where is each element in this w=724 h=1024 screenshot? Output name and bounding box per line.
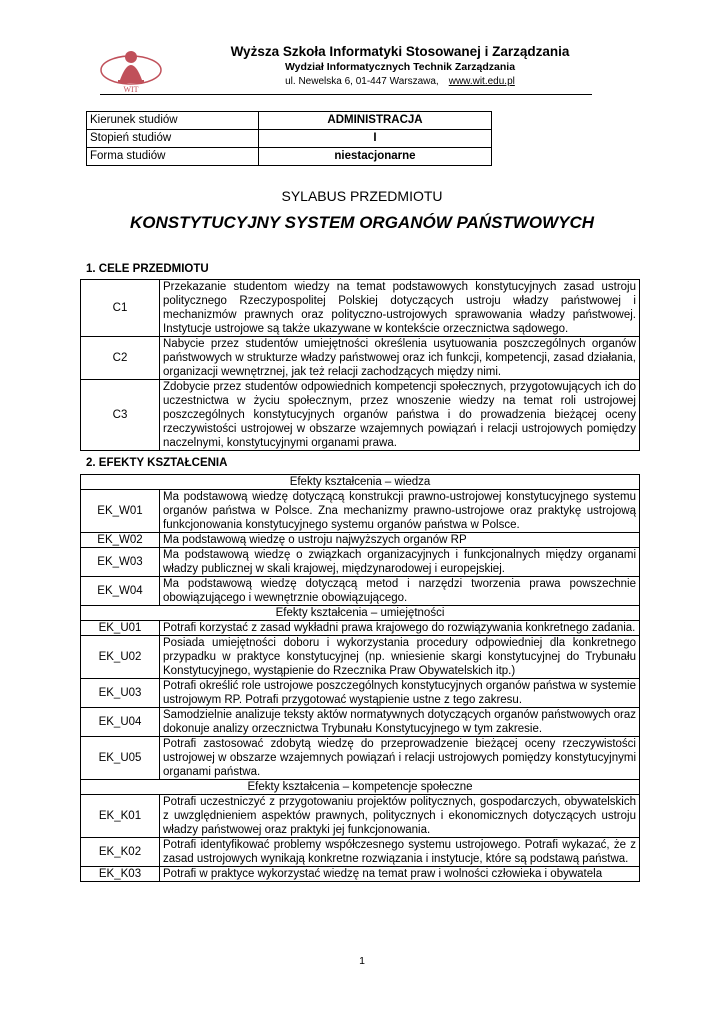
goal-code: C2 bbox=[81, 337, 160, 380]
effect-code: EK_U03 bbox=[81, 679, 160, 708]
table-row bbox=[81, 867, 640, 882]
group-header: Efekty kształcenia – umiejętności bbox=[81, 606, 640, 621]
header-divider bbox=[100, 94, 592, 95]
table-row bbox=[81, 737, 640, 780]
info-value: niestacjonarne bbox=[259, 148, 492, 166]
university-logo bbox=[98, 40, 164, 96]
effect-code: EK_K03 bbox=[81, 867, 160, 882]
course-title: KONSTYTUCYJNY SYSTEM ORGANÓW PAŃSTWOWYCH bbox=[129, 213, 595, 232]
effect-code: EK_K02 bbox=[81, 838, 160, 867]
group-header-row bbox=[81, 475, 640, 490]
goals-table bbox=[80, 279, 640, 451]
table-row bbox=[81, 679, 640, 708]
table-row bbox=[81, 337, 640, 380]
sylabus-title: SYLABUS PRZEDMIOTU bbox=[281, 188, 443, 204]
address: ul. Newelska 6, 01-447 Warszawa, bbox=[285, 76, 439, 87]
effect-code: EK_W04 bbox=[81, 577, 160, 606]
effect-code: EK_W02 bbox=[81, 533, 160, 548]
table-row bbox=[81, 490, 640, 533]
effect-text: Potrafi identyfikować problemy współczesnego systemu ustrojowego. Potrafi wykazać, że z zasad ustrojowych wynikają konkretne rozwiązania i instytucje, które są podstawą państwa. bbox=[160, 838, 640, 867]
table-row bbox=[81, 708, 640, 737]
info-label: Stopień studiów bbox=[87, 130, 259, 148]
info-label: Kierunek studiów bbox=[87, 112, 259, 130]
effect-text: Potrafi zastosować zdobytą wiedzę do przeprowadzenie bieżącej oceny rzeczywistości ustrojowej w obszarze wzajemnych powiązań i relacji ustrojowych pomiędzy konstytucyjnymi organami państwa. bbox=[160, 737, 640, 780]
table-row bbox=[87, 148, 492, 166]
effect-text: Potrafi określić role ustrojowe poszczególnych konstytucyjnych organów państwa w systemie ustrojowym RP. Potrafi przygotować wystąpienie ustne z tego zakresu. bbox=[160, 679, 640, 708]
goal-text: Przekazanie studentom wiedzy na temat podstawowych konstytucyjnych zasad ustroju politycznego Rzeczypospolitej Polskiej dotyczących ustroju władzy państwowej i mechanizmów prawnych oraz polityczno-ustrojowych sprawowania władzy państwowej. Instytucje ustrojowe są także ukazywane w kontekście orzecznictwa sądowego. bbox=[160, 280, 640, 337]
goal-code: C1 bbox=[81, 280, 160, 337]
goal-text: Nabycie przez studentów umiejętności określenia usytuowania poszczególnych organów państwowych w strukturze władzy państwowej oraz ich funkcji, kompetencji, zasad działania, organizacji wewnętrznej, jak też relacji zachodzących między nimi. bbox=[160, 337, 640, 380]
info-label: Forma studiów bbox=[87, 148, 259, 166]
table-row bbox=[81, 577, 640, 606]
effect-text: Ma podstawową wiedzę dotyczącą konstrukcji prawno-ustrojowej konstytucyjnego systemu organów państwa w Polsce. Zna mechanizmy prawno-ustrojowe oraz praktykę ustrojową funkcjonowania konstytucyjnego systemu organów państwa w Polsce. bbox=[160, 490, 640, 533]
effect-code: EK_U04 bbox=[81, 708, 160, 737]
info-value: ADMINISTRACJA bbox=[259, 112, 492, 130]
effect-text: Potrafi uczestniczyć z przygotowaniu projektów politycznych, gospodarczych, obywatelskich z uwzględnieniem aspektów prawnych, politycznych i ekonomicznych dotyczących ustroju władzy państwowej oraz praktyki jej funkcjonowania. bbox=[160, 795, 640, 838]
table-row bbox=[81, 380, 640, 451]
section-heading: 2. EFEKTY KSZTAŁCENIA bbox=[86, 457, 228, 469]
table-row bbox=[81, 280, 640, 337]
section-heading: 1. CELE PRZEDMIOTU bbox=[86, 263, 209, 275]
effect-code: EK_W03 bbox=[81, 548, 160, 577]
goal-code: C3 bbox=[81, 380, 160, 451]
effect-text: Ma podstawową wiedzę o związkach organizacyjnych i funkcjonalnych między organami władzy publicznej w skali krajowej, międzynarodowej i europejskiej. bbox=[160, 548, 640, 577]
effect-text: Ma podstawową wiedzę o ustroju najwyższych organów RP bbox=[160, 533, 640, 548]
effect-code: EK_U05 bbox=[81, 737, 160, 780]
info-value: I bbox=[259, 130, 492, 148]
study-info-table bbox=[86, 111, 492, 166]
website-link[interactable]: www.wit.edu.pl bbox=[448, 76, 515, 87]
school-name: Wyższa Szkoła Informatyki Stosowanej i Zarządzania bbox=[230, 44, 570, 59]
effect-text: Samodzielnie analizuje teksty aktów normatywnych dotyczących organów państwowych oraz dokonuje analizy orzecznictwa Trybunału Konstytucyjnego w tym zakresie. bbox=[160, 708, 640, 737]
faculty-name: Wydział Informatycznych Technik Zarządzania bbox=[284, 61, 516, 73]
table-row bbox=[81, 548, 640, 577]
effect-code: EK_U02 bbox=[81, 636, 160, 679]
group-header: Efekty kształcenia – wiedza bbox=[81, 475, 640, 490]
group-header-row bbox=[81, 780, 640, 795]
goal-text: Zdobycie przez studentów odpowiednich kompetencji społecznych, przygotowujących ich do uczestnictwa w życiu społecznym, przez wnoszenie wiedzy na temat roli ustrojowej poszczególnych konstytucyjnych organów państwa i do prowadzenia bieżącej oceny rzeczywistości ustrojowej w obszarze wzajemnych powiązań i relacji ustrojowych pomiędzy naczelnymi, konstytucyjnymi organami prawa. bbox=[160, 380, 640, 451]
effect-code: EK_U01 bbox=[81, 621, 160, 636]
effect-text: Posiada umiejętności doboru i wykorzystania procedury odpowiedniej dla konkretnego przypadku w praktyce konstytucyjnej (np. wniesienie skargi konstytucyjnej do Trybunału Konstytucyjnego, wystąpienie do Rzecznika Praw Obywatelskich itp.) bbox=[160, 636, 640, 679]
page-number: 1 bbox=[359, 955, 365, 967]
effect-code: EK_K01 bbox=[81, 795, 160, 838]
table-row bbox=[81, 621, 640, 636]
effect-text: Potrafi w praktyce wykorzystać wiedzę na temat praw i wolności człowieka i obywatela bbox=[160, 867, 640, 882]
table-row bbox=[81, 533, 640, 548]
group-header-row bbox=[81, 606, 640, 621]
address-line bbox=[180, 76, 620, 87]
effect-code: EK_W01 bbox=[81, 490, 160, 533]
logo-text: WIT bbox=[123, 85, 139, 94]
table-row bbox=[87, 130, 492, 148]
table-row bbox=[81, 636, 640, 679]
table-row bbox=[81, 838, 640, 867]
table-row bbox=[87, 112, 492, 130]
table-row bbox=[81, 795, 640, 838]
effects-table bbox=[80, 474, 640, 882]
effect-text: Ma podstawową wiedzę dotyczącą metod i narzędzi tworzenia prawa powszechnie obowiązującego i wewnętrznie obowiązującego. bbox=[160, 577, 640, 606]
effect-text: Potrafi korzystać z zasad wykładni prawa krajowego do rozwiązywania konkretnego zadania. bbox=[160, 621, 640, 636]
group-header: Efekty kształcenia – kompetencje społeczne bbox=[81, 780, 640, 795]
